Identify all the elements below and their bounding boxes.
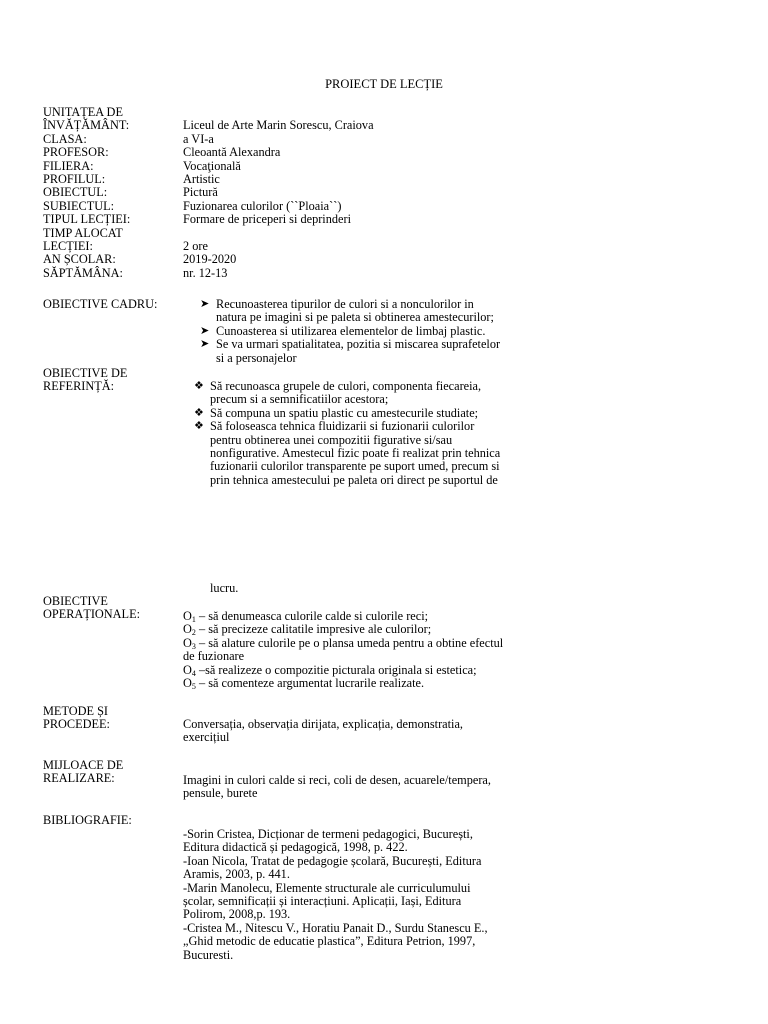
field-value: Vocaţională [183,158,241,173]
field-value: Cleoantă Alexandra [183,145,281,160]
arrow-bullet-icon: ➤ [200,324,210,337]
diamond-bullet-icon: ❖ [194,380,204,392]
bibliography-line: Bucuresti. [183,947,234,962]
metode-label: METODE ȘI PROCEDEE: [43,704,110,732]
arrow-bullet-icon: ➤ [200,338,210,351]
arrow-bullet-icon: ➤ [200,298,210,310]
bibliography-line: Editura didactică și pedagogică, 1998, p. 422. [183,840,408,855]
field-value: Liceul de Arte Marin Sorescu, Craiova [183,118,374,133]
list-item: ❖ Să foloseasca tehnica fluidizarii si fuzionarii culorilor pentru obtinerea unei compozitii figurative si/sau nonfigurative. Amestecul fizic poate fi realizat prin tehnica fuzionarii culorilor transparente pe suport umed, precum si prin tehnica amestecului pe paleta ori direct pe suportul de [194,419,501,487]
bibliography-line: -Ioan Nicola, Tratat de pedagogie școlară, București, Editura [183,853,482,868]
bibliography-line: Polirom, 2008,p. 193. [183,907,291,922]
field-label: PROFILUL: [43,172,106,186]
field-label: SUBIECTUL: [43,198,115,213]
referinta-continuation: lucru. [210,581,239,595]
mijloace-value: Imagini in culori calde si reci, coli de desen, acuarele/tempera, pensule, burete [183,773,491,801]
field-label: CLASA: [43,131,87,146]
field-label: AN ȘCOLAR: [43,252,116,267]
diamond-bullet-icon: ❖ [194,406,204,419]
obiective-cadru-label: OBIECTIVE CADRU: [43,297,158,311]
obiective-referinta-label: OBIECTIVE DE REFERINȚĂ: [43,366,128,394]
field-value: a VI-a [183,131,214,146]
field-value: Formare de priceperi si deprinderi [183,212,351,227]
field-label: UNITAȚEA DE ÎNVĂȚĂMÂNT: [43,105,130,133]
obiective-referinta-list [194,379,530,487]
field-value: nr. 12-13 [183,265,228,280]
bibliography-line: școlar, semnificații și interacțiuni. Aplicații, Iași, Editura [183,894,462,909]
mijloace-label: MIJLOACE DE REALIZARE: [43,758,124,786]
list-item: $O_4$ –să realizeze o compozitie picturala originala si estetica; [183,662,477,678]
obiective-operationale-list [183,610,513,690]
bibliografie-label: BIBLIOGRAFIE: [43,813,132,827]
field-label: SĂPTĂMÂNA: [43,265,123,280]
list-item: ❖ Să recunoasca grupele de culori, componenta fiecareia, precum si a semnificatiilor acestora; [194,379,482,407]
bibliography-line: Aramis, 2003, p. 441. [183,867,290,882]
list-item: ➤ Se va urmari spatialitatea, pozitia si miscarea suprafetelor si a personajelor [200,337,501,365]
bibliography-line: -Marin Manolecu, Elemente structurale ale curriculumului [183,880,471,895]
bibliography-line: -Cristea M., Nitescu V., Horatiu Panait D., Surdu Stanescu E., [183,920,488,935]
bibliografie-list [183,828,513,962]
list-item: $O_3$ – să alature culorile pe o plansa umeda pentru a obtine efectul de fuzionare [183,635,504,664]
bibliography-line: -Sorin Cristea, Dicționar de termeni pedagogici, București, [183,827,473,841]
field-value: Artistic [183,172,220,186]
metode-value: Conversația, observația dirijata, explicația, demonstratia, exercițiul [183,717,463,745]
field-value: 2019-2020 [183,252,237,267]
list-item: ➤ Cunoasterea si utilizarea elementelor de limbaj plastic. [200,323,486,338]
field-label: TIPUL LECȚIEI: [43,212,131,227]
obiective-cadru-list [200,297,516,365]
list-item: $O_2$ – să precizeze calitatile impresive ale culorilor; [183,622,432,638]
field-label: FILIERA: [43,158,94,173]
field-label: PROFESOR: [43,145,109,160]
field-value: 2 ore [183,239,208,253]
list-item: $O_1$ – să denumeasca culorile calde si culorile reci; [183,609,429,624]
field-label: TIMP ALOCAT LECȚIEI: [43,225,123,253]
page-title: PROIECT DE LECȚIE [325,77,443,91]
list-item: $O_5$ – să comenteze argumentat lucrarile realizate. [183,676,425,692]
field-value: Pictură [183,185,218,200]
bibliography-line: „Ghid metodic de educatie plastica”, Editura Petrion, 1997, [183,934,476,949]
obiective-operationale-label: OBIECTIVE OPERAȚIONALE: [43,594,141,622]
list-item: ❖ Să compuna un spatiu plastic cu amestecurile studiate; [194,405,479,420]
diamond-bullet-icon: ❖ [194,420,204,433]
list-item: ➤ Recunoasterea tipurilor de culori si a nonculorilor in natura pe imagini si pe paleta si obtinerea amestecurilor; [200,297,494,325]
field-label: OBIECTUL: [43,185,108,200]
field-value: Fuzionarea culorilor (``Ploaia``) [183,198,342,213]
